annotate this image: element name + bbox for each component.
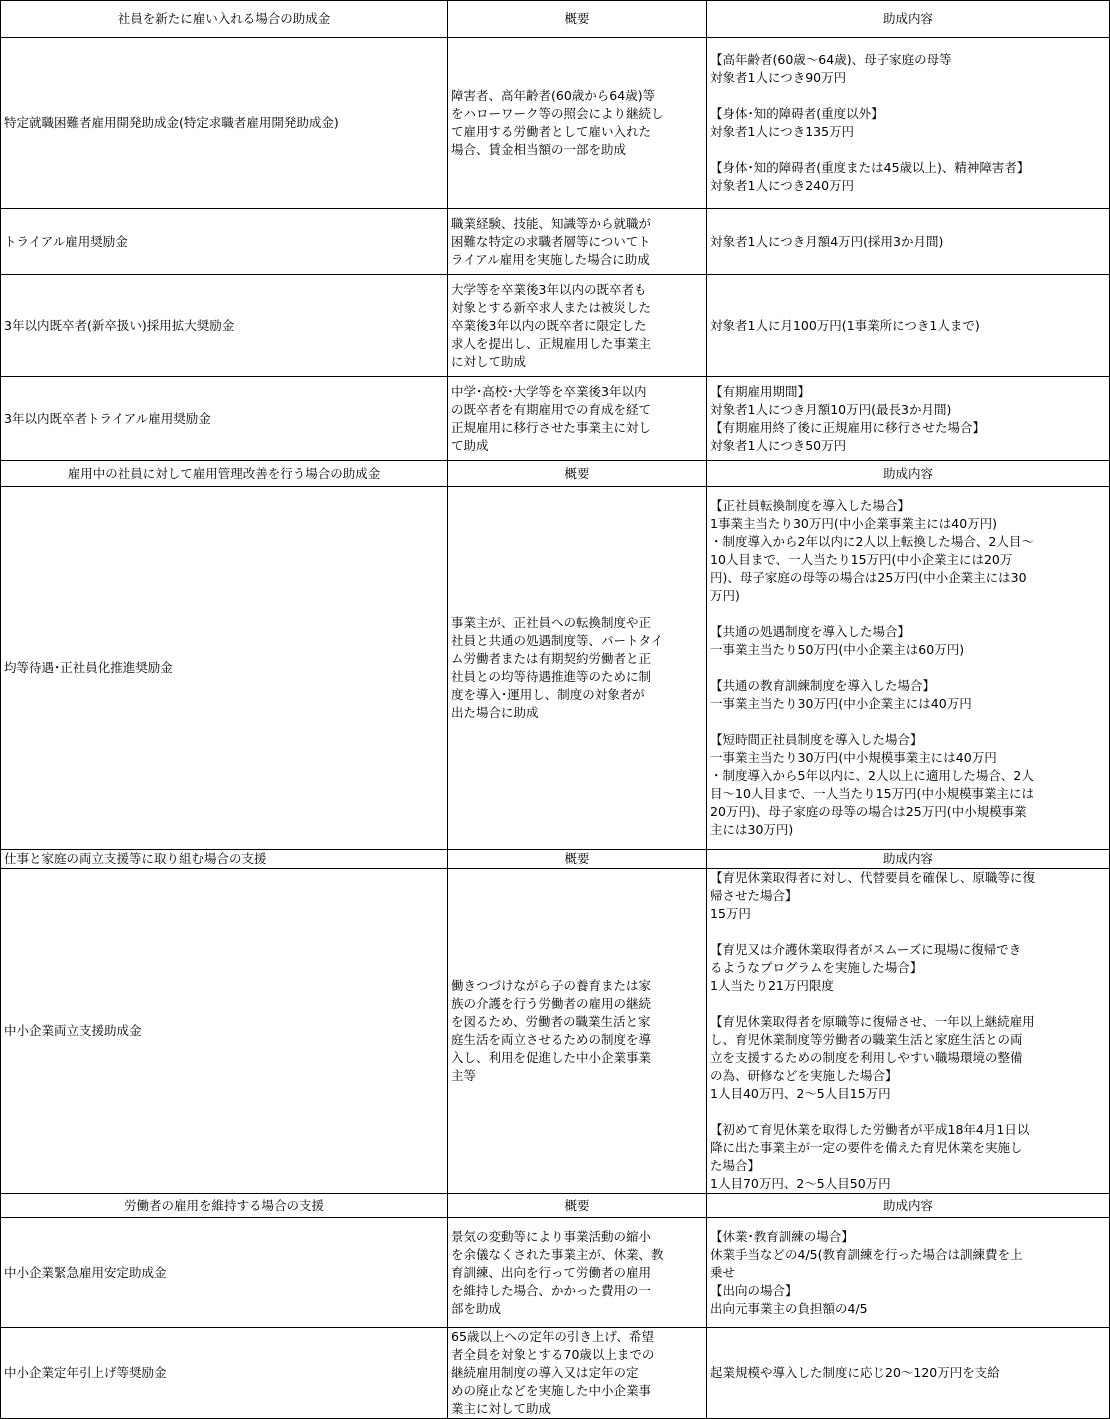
subsidy-name: 中小企業緊急雇用安定助成金 [1,1218,448,1328]
section-title: 雇用中の社員に対して雇用管理改善を行う場合の助成金 [1,461,448,487]
section-header-row [1,1194,1110,1218]
subsidy-overview: 中学･高校･大学等を卒業後3年以内 の既卒者を有期雇用での育成を経て 正規雇用に移行させた事業主に対し て助成 [448,377,707,461]
subsidy-name: 3年以内既卒者(新卒扱い)採用拡大奨励金 [1,275,448,377]
section-title: 仕事と家庭の両立支援等に取り組む場合の支援 [1,850,448,869]
subsidy-content: 【正社員転換制度を導入した場合】 1事業主当たり30万円(中小企業事業主には40万円) ・制度導入から2年以内に2人以上転換した場合、2人目～ 10人目まで、一人当たり15万円(中小企業主には20万 円)、母子家庭の母等の場合は25万円(中小企業主には30 万円) 【共通の処遇制度を導入した場合】 一事業主当たり50万円(中小企業主は60万円) 【共通の教育訓練制度を導入した場合】 一事業主当たり30万円(中小企業主には40万円 【短時間正社員制度を導入した場合】 一事業主当たり30万円(中小規模事業主には40万円 ・制度導入から5年以内に、2人以上に適用した場合、2人 目～10人目まで、一人当たり15万円(中小規模事業主には 20万円)、母子家庭の母等の場合は25万円(中小規模事業 主には30万円) [707,487,1110,850]
content-column-header: 助成内容 [707,461,1110,487]
subsidy-name: 均等待遇･正社員化推進奨励金 [1,487,448,850]
table-row [1,1328,1110,1419]
overview-column-header: 概要 [448,1,707,38]
subsidy-overview: 職業経験、技能、知識等から就職が 困難な特定の求職者層等についてト ライアル雇用を実施した場合に助成 [448,209,707,275]
subsidy-name: 中小企業両立支援助成金 [1,869,448,1194]
overview-column-header: 概要 [448,1194,707,1218]
content-column-header: 助成内容 [707,1,1110,38]
subsidy-name: 特定就職困難者雇用開発助成金(特定求職者雇用開発助成金) [1,38,448,209]
subsidy-name: トライアル雇用奨励金 [1,209,448,275]
subsidy-content: 【休業･教育訓練の場合】 休業手当などの4/5(教育訓練を行った場合は訓練費を上 乗せ 【出向の場合】 出向元事業主の負担額の4/5 [707,1218,1110,1328]
subsidy-content: 【育児休業取得者に対し、代替要員を確保し、原職等に復 帰させた場合】 15万円 【育児又は介護休業取得者がスムーズに現場に復帰でき るようなプログラムを実施した場合】 1人当たり21万円限度 【育児休業取得者を原職等に復帰させ、一年以上継続雇用 し、育児休業制度等労働者の職業生活と家庭生活との両 立を支援するための制度を利用しやすい職場環境の整備 の為、研修などを実施した場合】 1人目40万円、2～5人目15万円 【初めて育児休業を取得した労働者が平成18年4月1日以 降に出た事業主が一定の要件を備えた育児休業を実施し た場合】 1人目70万円、2～5人目50万円 [707,869,1110,1194]
subsidy-overview: 働きつづけながら子の養育または家 族の介護を行う労働者の雇用の継続 を図るため、労働者の職業生活と家 庭生活を両立させるための制度を導 入し、利用を促進した中小企業事業 主等 [448,869,707,1194]
subsidy-content: 対象者1人につき月額4万円(採用3か月間) [707,209,1110,275]
table-row [1,377,1110,461]
subsidy-overview: 景気の変動等により事業活動の縮小 を余儀なくされた事業主が、休業、教 育訓練、出向を行って労働者の雇用 を維持した場合、かかった費用の一 部を助成 [448,1218,707,1328]
table-row [1,275,1110,377]
section-title: 労働者の雇用を維持する場合の支援 [1,1194,448,1218]
table-row [1,209,1110,275]
subsidy-name: 中小企業定年引上げ等奨励金 [1,1328,448,1419]
section-header-row [1,461,1110,487]
subsidy-overview: 大学等を卒業後3年以内の既卒者も 対象とする新卒求人または被災した 卒業後3年以内の既卒者に限定した 求人を提出し、正規雇用した事業主 に対して助成 [448,275,707,377]
subsidy-overview: 障害者、高年齢者(60歳から64歳)等 をハローワーク等の照会により継続し て雇用する労働者として雇い入れた 場合、賃金相当額の一部を助成 [448,38,707,209]
table-row [1,1218,1110,1328]
section-header-row [1,1,1110,38]
subsidy-content: 【有期雇用期間】 対象者1人につき月額10万円(最長3か月間) 【有期雇用終了後に正規雇用に移行させた場合】 対象者1人につき50万円 [707,377,1110,461]
subsidy-name: 3年以内既卒者トライアル雇用奨励金 [1,377,448,461]
section-title: 社員を新たに雇い入れる場合の助成金 [1,1,448,38]
subsidy-content: 【高年齢者(60歳～64歳)、母子家庭の母等 対象者1人につき90万円 【身体･知的障碍者(重度以外】 対象者1人につき135万円 【身体･知的障碍者(重度または45歳以上)、精神障害者】 対象者1人につき240万円 [707,38,1110,209]
table-row [1,38,1110,209]
subsidy-overview: 65歳以上への定年の引き上げ、希望 者全員を対象とする70歳以上までの 継続雇用制度の導入又は定年の定 めの廃止などを実施した中小企業事 業主に対して助成 [448,1328,707,1419]
subsidy-overview: 事業主が、正社員への転換制度や正 社員と共通の処遇制度等、パートタイ ム労働者または有期契約労働者と正 社員との均等待遇推進等のために制 度を導入･運用し、制度の対象者が 出た場合に助成 [448,487,707,850]
subsidy-content: 対象者1人に月100万円(1事業所につき1人まで) [707,275,1110,377]
table-row [1,487,1110,850]
overview-column-header: 概要 [448,461,707,487]
table-row [1,869,1110,1194]
content-column-header: 助成内容 [707,1194,1110,1218]
subsidy-content: 起業規模や導入した制度に応じ20～120万円を支給 [707,1328,1110,1419]
content-column-header: 助成内容 [707,850,1110,869]
overview-column-header: 概要 [448,850,707,869]
section-header-row [1,850,1110,869]
